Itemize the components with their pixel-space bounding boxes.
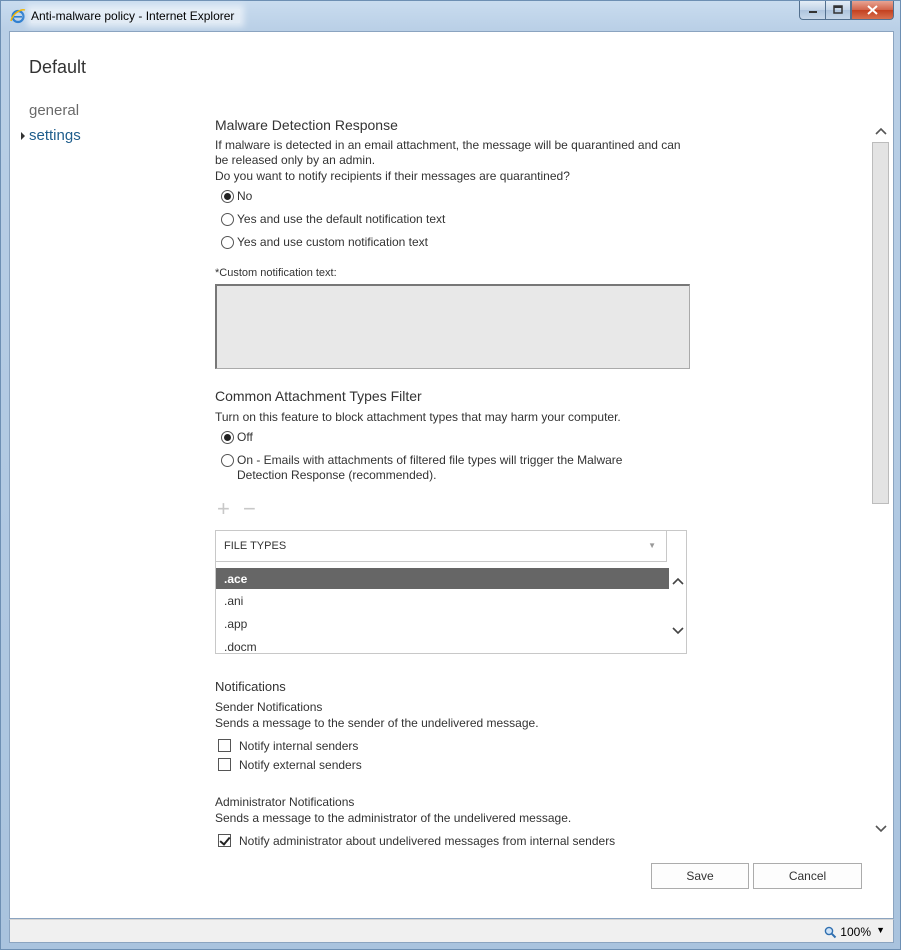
- radio-notify-default-text[interactable]: [221, 213, 234, 226]
- notify-internal-senders-label: Notify internal senders: [239, 739, 359, 753]
- maximize-icon: [833, 5, 843, 15]
- minimize-button[interactable]: [799, 1, 825, 20]
- page-scroll-down-icon[interactable]: [874, 824, 888, 834]
- list-scroll-up-icon[interactable]: [672, 577, 684, 585]
- notifications-heading: Notifications: [215, 679, 286, 694]
- file-type-row[interactable]: .docm: [224, 640, 257, 653]
- file-type-row[interactable]: .app: [224, 617, 248, 631]
- radio-filter-on-label-line2: Detection Response (recommended).: [237, 468, 437, 482]
- file-type-row[interactable]: .ace: [216, 568, 669, 589]
- zoom-level: 100%: [840, 925, 871, 939]
- cancel-button[interactable]: Cancel: [753, 863, 862, 889]
- radio-filter-on-label-line1: On - Emails with attachments of filtered file types will trigger the Malware: [237, 453, 623, 467]
- attachment-filter-heading: Common Attachment Types Filter: [215, 388, 422, 404]
- radio-notify-no[interactable]: [221, 190, 234, 203]
- sender-notifications-desc: Sends a message to the sender of the undelivered message.: [215, 716, 539, 730]
- zoom-magnifier-icon: [824, 926, 837, 939]
- page-title: Default: [29, 57, 87, 77]
- remove-file-type-button[interactable]: −: [243, 496, 256, 521]
- radio-notify-custom-text-label: Yes and use custom notification text: [237, 235, 429, 249]
- radio-filter-on[interactable]: [221, 454, 234, 467]
- close-button[interactable]: [851, 1, 894, 20]
- admin-notifications-desc: Sends a message to the administrator of the undelivered message.: [215, 811, 572, 825]
- title-bar: [1, 1, 900, 31]
- notify-external-senders-checkbox[interactable]: [218, 758, 231, 771]
- nav-item-general[interactable]: general: [29, 102, 80, 119]
- sort-caret-icon: ▼: [648, 541, 656, 550]
- attachment-filter-desc: Turn on this feature to block attachment types that may harm your computer.: [215, 410, 621, 424]
- window-title: Anti-malware policy - Internet Explorer: [31, 9, 240, 23]
- nav-item-settings[interactable]: settings: [29, 127, 81, 144]
- radio-notify-no-label: No: [237, 189, 253, 203]
- list-scroll-down-icon[interactable]: [672, 627, 684, 635]
- settings-panel: [215, 32, 875, 920]
- malware-response-desc-line1: If malware is detected in an email attachment, the message will be quarantined and can: [215, 138, 681, 152]
- internet-explorer-icon: [10, 8, 26, 24]
- notify-admin-internal-checkbox[interactable]: [218, 834, 231, 847]
- notify-recipients-question: Do you want to notify recipients if their messages are quarantined?: [215, 169, 570, 183]
- close-icon: [867, 5, 878, 15]
- minimize-icon: [808, 5, 818, 15]
- radio-notify-custom-text[interactable]: [221, 236, 234, 249]
- save-button[interactable]: Save: [651, 863, 749, 889]
- maximize-button[interactable]: [825, 1, 851, 20]
- admin-notifications-title: Administrator Notifications: [215, 795, 355, 809]
- nav-selected-caret-icon: [21, 132, 25, 140]
- notify-admin-internal-label: Notify administrator about undelivered messages from internal senders: [239, 834, 616, 848]
- file-types-header-label: FILE TYPES: [224, 540, 287, 552]
- radio-filter-off-label: Off: [237, 430, 253, 444]
- custom-notification-textarea[interactable]: [215, 284, 690, 369]
- file-types-column-header[interactable]: [216, 531, 667, 562]
- custom-notification-label: *Custom notification text:: [215, 267, 337, 279]
- window-controls: [799, 1, 894, 20]
- zoom-control[interactable]: [824, 925, 871, 939]
- add-file-type-button[interactable]: +: [217, 496, 230, 521]
- page-scrollbar-thumb[interactable]: [872, 142, 889, 504]
- sender-notifications-title: Sender Notifications: [215, 700, 323, 714]
- notify-external-senders-label: Notify external senders: [239, 758, 362, 772]
- notify-internal-senders-checkbox[interactable]: [218, 739, 231, 752]
- malware-response-heading: Malware Detection Response: [215, 117, 398, 133]
- page-scroll-up-icon[interactable]: [874, 126, 888, 136]
- file-types-table: [215, 530, 687, 654]
- radio-filter-off[interactable]: [221, 431, 234, 444]
- file-type-row[interactable]: .ani: [224, 594, 244, 608]
- status-bar: [9, 919, 894, 943]
- malware-response-desc-line2: be released only by an admin.: [215, 153, 376, 167]
- zoom-dropdown-icon[interactable]: ▼: [876, 925, 885, 935]
- page-content: [9, 31, 894, 919]
- radio-notify-default-text-label: Yes and use the default notification text: [237, 212, 446, 226]
